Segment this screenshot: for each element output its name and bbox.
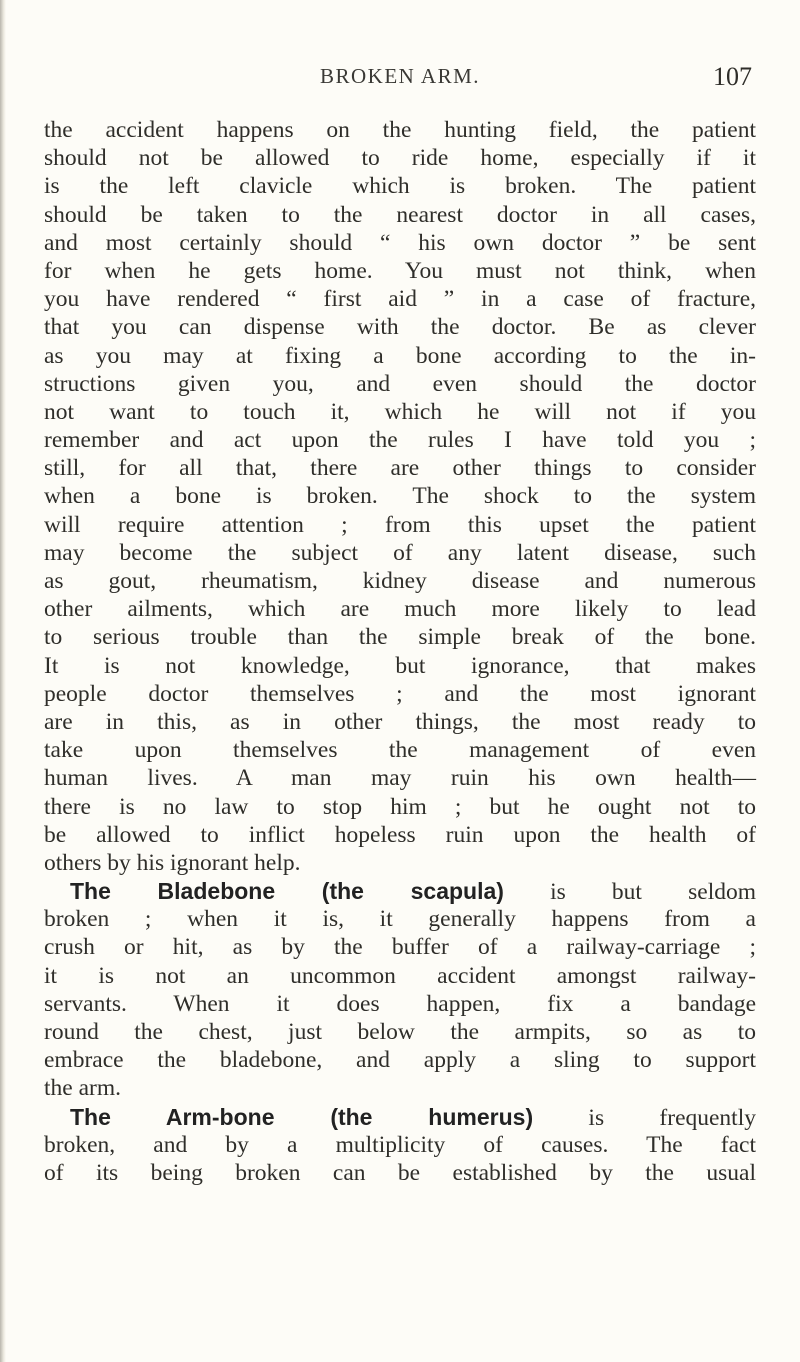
sidehead-arm-bone: The Arm-bone (the humerus)	[70, 1103, 534, 1130]
text-line: is the left clavicle which is broken. The patient	[44, 173, 756, 200]
text-line: be allowed to inflict hopeless ruin upon the health of	[44, 821, 756, 848]
text-line: structions given you, and even should the doctor	[44, 370, 756, 397]
text-line: there is no law to stop him ; but he ought not to	[44, 793, 756, 820]
body-text	[44, 116, 756, 1187]
text-line: round the chest, just below the armpits, so as to	[44, 1019, 756, 1045]
text-line: the accident happens on the hunting field, the patient	[44, 117, 756, 143]
text-line: broken, and by a multiplicity of causes. The fact	[44, 1131, 756, 1158]
text-line: to serious trouble than the simple break of the bone.	[44, 624, 756, 651]
text-line: and most certainly should “ his own doctor ” be sent	[44, 229, 756, 256]
text-line: will require attention ; from this upset the patient	[44, 511, 756, 538]
text-line	[44, 877, 756, 905]
text-line: still, for all that, there are other things to consider	[44, 455, 756, 482]
paragraph-continued	[44, 116, 756, 877]
page-gutter-shadow	[0, 0, 6, 1362]
text-line: servants. When it does happen, fix a bandage	[44, 990, 756, 1017]
text-line: of its being broken can be established by the usual	[44, 1159, 756, 1186]
paragraph-arm-bone	[44, 1103, 756, 1188]
text-line: it is not an uncommon accident amongst railway-	[44, 962, 756, 989]
text-line: others by his ignorant help.	[44, 849, 301, 876]
text-line: embrace the bladebone, and apply a sling to support	[44, 1047, 756, 1074]
text-line: when a bone is broken. The shock to the system	[44, 483, 756, 510]
text-line-rest: is frequently	[533, 1104, 756, 1131]
text-line: take upon themselves the management of even	[44, 737, 756, 764]
text-line: the arm.	[44, 1075, 121, 1102]
text-line: not want to touch it, which he will not if you	[44, 398, 756, 425]
text-line: It is not knowledge, but ignorance, that makes	[44, 652, 756, 679]
text-line: crush or hit, as by the buffer of a railway-carriage ;	[44, 934, 756, 961]
text-line: are in this, as in other things, the most ready to	[44, 708, 756, 735]
text-line: as gout, rheumatism, kidney disease and numerous	[44, 568, 756, 594]
text-line: other ailments, which are much more likely to lead	[44, 596, 756, 623]
text-line: should not be allowed to ride home, especially if it	[44, 145, 756, 172]
page-number: 107	[713, 62, 752, 91]
text-line: remember and act upon the rules I have told you ;	[44, 427, 756, 454]
sidehead-bladebone: The Bladebone (the scapula)	[70, 878, 504, 905]
paragraph-bladebone	[44, 877, 756, 1103]
text-line: people doctor themselves ; and the most ignorant	[44, 680, 756, 707]
text-line: you have rendered “ first aid ” in a case of fracture,	[44, 286, 756, 313]
text-line: that you can dispense with the doctor. Be as clever	[44, 314, 756, 341]
page-header	[0, 62, 800, 96]
text-line: human lives. A man may ruin his own health—	[44, 765, 756, 792]
text-line: for when he gets home. You must not think, when	[44, 257, 756, 284]
text-line: should be taken to the nearest doctor in all cases,	[44, 201, 756, 228]
text-line-rest: is but seldom	[503, 879, 757, 906]
text-line: may become the subject of any latent disease, such	[44, 539, 756, 566]
text-line	[44, 1103, 756, 1131]
running-head: BROKEN ARM.	[319, 64, 481, 88]
text-line: as you may at fixing a bone according to the in-	[44, 342, 756, 369]
text-line: broken ; when it is, it generally happens from a	[44, 906, 756, 933]
